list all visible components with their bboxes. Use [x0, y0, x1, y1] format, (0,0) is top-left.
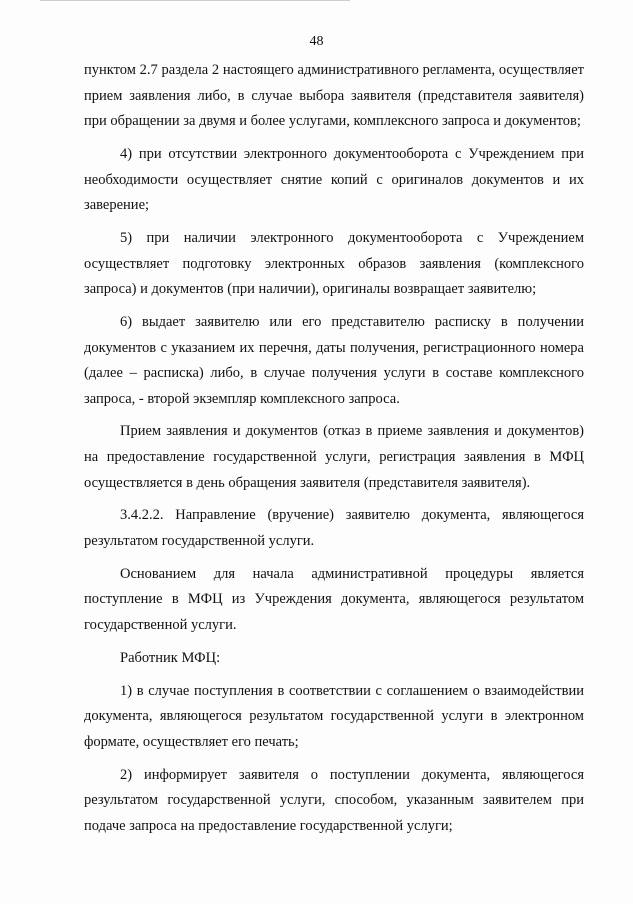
paragraph-basis: Основанием для начала административной процедуры является поступление в МФЦ из Учреждения документа, являющегося результатом государственной услуги.	[84, 565, 584, 633]
scan-edge-line	[40, 0, 350, 1]
paragraph-mfc-worker: Работник МФЦ:	[120, 649, 221, 666]
paragraph-continuation: пунктом 2.7 раздела 2 настоящего административного регламента, осуществляет прием заявления либо, в случае выбора заявителя (представителя заявителя) при обращении за двумя и более услугами, комплексного запроса и документов;	[84, 62, 584, 130]
section-heading-3-4-2-2: 3.4.2.2. Направление (вручение) заявителю документа, являющегося результатом государственной услуги.	[84, 507, 584, 550]
paragraph-item-1: 1) в случае поступления в соответствии с соглашением о взаимодействии документа, являющегося результатом государственной услуги в электронном формате, осуществляет его печать;	[84, 682, 584, 750]
document-body	[84, 58, 584, 847]
paragraph-item-6: 6) выдает заявителю или его представителю расписку в получении документов с указанием их перечня, даты получения, регистрационного номера (далее – расписка) либо, в случае получения услуги в составе комплексного запроса, - второй экземпляр комплексного запроса.	[84, 313, 584, 407]
page-number: 48	[309, 34, 324, 49]
paragraph-acceptance: Прием заявления и документов (отказ в приеме заявления и документов) на предоставление государственной услуги, регистрация заявления в МФЦ осуществляется в день обращения заявителя (представителя заявителя).	[84, 423, 584, 491]
paragraph-item-2: 2) информирует заявителя о поступлении документа, являющегося результатом государственной услуги, способом, указанным заявителем при подаче запроса на предоставление государственной услуги;	[84, 766, 584, 834]
paragraph-item-4: 4) при отсутствии электронного документооборота с Учреждением при необходимости осуществляет снятие копий с оригиналов документов и их заверение;	[84, 145, 584, 214]
paragraph-item-5: 5) при наличии электронного документооборота с Учреждением осуществляет подготовку электронных образов заявления (комплексного запроса) и документов (при наличии), оригиналы возвращает заявителю;	[84, 229, 584, 298]
